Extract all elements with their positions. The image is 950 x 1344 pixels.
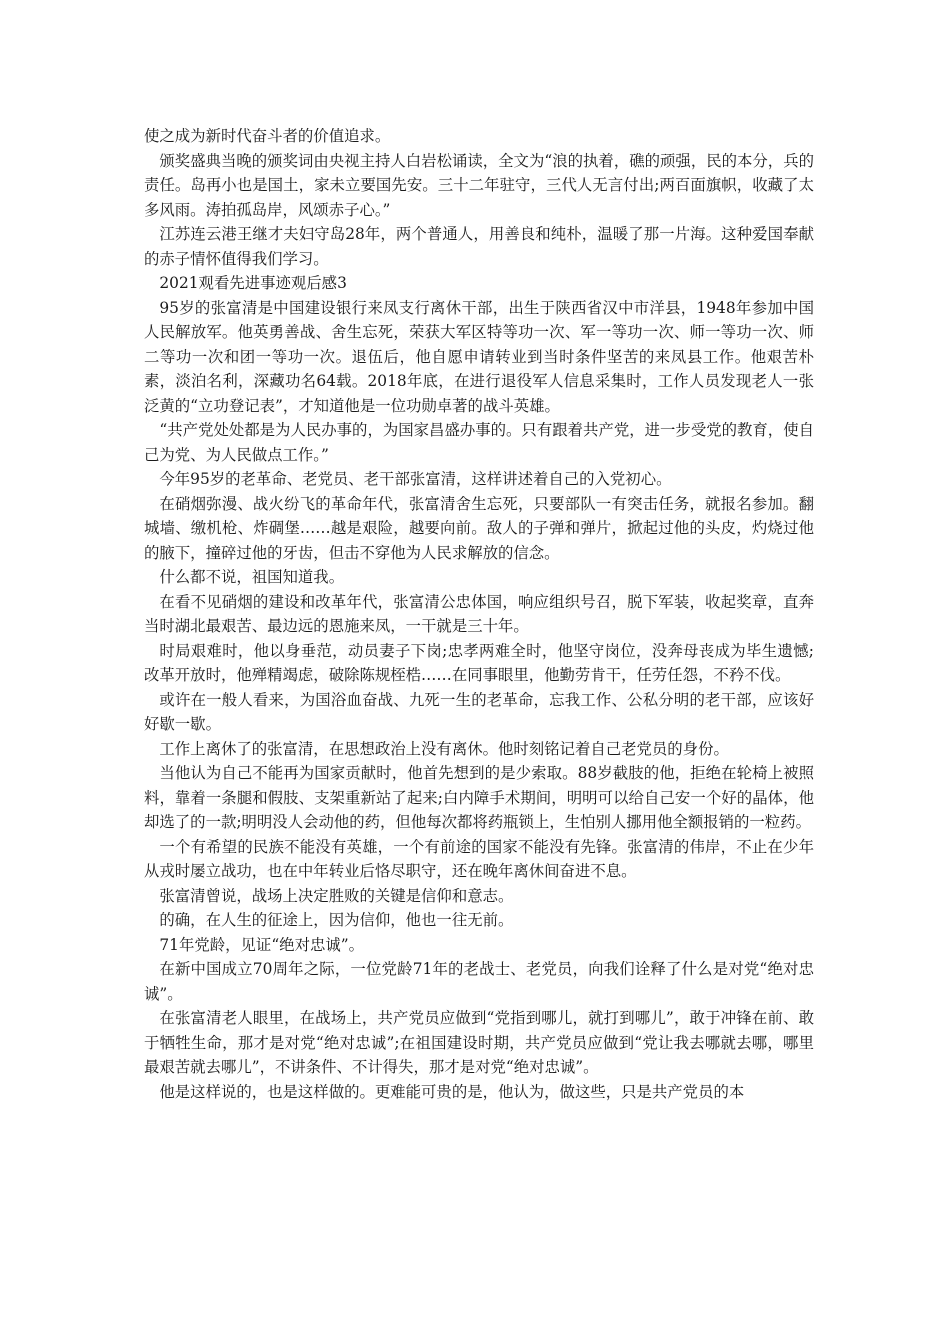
paragraph: 在看不见硝烟的建设和改革年代，张富清公忠体国，响应组织号召，脱下军装，收起奖章，直奔当时湖北最艰苦、最边远的恩施来凤，一干就是三十年。 [144, 592, 814, 635]
document-body [144, 124, 814, 1104]
paragraph: “共产党处处都是为人民办事的，为国家昌盛办事的。只有跟着共产党，进一步受党的教育，使自己为党、为人民做点工作。” [144, 421, 814, 464]
paragraph: 在张富清老人眼里，在战场上，共产党员应做到“党指到哪儿，就打到哪儿”，敢于冲锋在前、敢于牺牲生命，那才是对党“绝对忠诚”;在祖国建设时期，共产党员应做到“党让我去哪就去哪，哪里最艰苦就去哪儿”，不讲条件、不计得失，那才是对党“绝对忠诚”。 [144, 1009, 814, 1076]
paragraph: 在硝烟弥漫、战火纷飞的革命年代，张富清舍生忘死，只要部队一有突击任务，就报名参加。翻城墙、缴机枪、炸碉堡……越是艰险，越要向前。敌人的子弹和弹片，掀起过他的头皮，灼烧过他的腋下，撞碎过他的牙齿，但击不穿他为人民求解放的信念。 [144, 494, 814, 562]
paragraph: 时局艰难时，他以身垂范，动员妻子下岗;忠孝两难全时，他坚守岗位，没奔母丧成为毕生遗憾;改革开放时，他殚精竭虑，破除陈规桎梏……在同事眼里，他勤劳肯干，任劳任怨，不矜不伐。 [144, 641, 814, 684]
paragraph: 71年党龄，见证“绝对忠诚”。 [159, 935, 365, 954]
paragraph: 颁奖盛典当晚的颁奖词由央视主持人白岩松诵读，全文为“浪的执着，礁的顽强，民的本分，兵的责任。岛再小也是国土，家未立要国先安。三十二年驻守，三代人无言付出;两百面旗帜，收藏了太多风雨。涛拍孤岛岸，风颂赤子心。” [144, 151, 814, 219]
paragraph: 一个有希望的民族不能没有英雄，一个有前途的国家不能没有先锋。张富清的伟岸，不止在少年从戎时屡立战功，也在中年转业后恪尽职守，还在晚年离休间奋进不息。 [144, 837, 814, 880]
paragraph: 95岁的张富清是中国建设银行来凤支行离休干部，出生于陕西省汉中市洋县，1948年参加中国人民解放军。他英勇善战、舍生忘死，荣获大军区特等功一次、军一等功一次、师一等功一次、师二等功一次和团一等功一次。退伍后，他自愿申请转业到当时条件坚苦的来凤县工作。他艰苦朴素，淡泊名利，深藏功名64载。2018年底，在进行退役军人信息采集时，工作人员发现老人一张泛黄的“立功登记表”，才知道他是一位功勋卓著的战斗英雄。 [144, 298, 814, 415]
paragraph: 或许在一般人看来，为国浴血奋战、九死一生的老革命，忘我工作、公私分明的老干部，应该好好歇一歇。 [144, 690, 814, 733]
paragraph: 什么都不说，祖国知道我。 [159, 568, 345, 586]
paragraph: 当他认为自己不能再为国家贡献时，他首先想到的是少索取。88岁截肢的他，拒绝在轮椅上被照料，靠着一条腿和假肢、支架重新站了起来;白内障手术期间，明明可以给自己安一个好的晶体，他却选了的一款;明明没人会动他的药，但他每次都将药瓶锁上，生怕别人挪用他全额报销的一粒药。 [144, 764, 814, 831]
paragraph: 工作上离休了的张富清，在思想政治上没有离休。他时刻铭记着自己老党员的身份。 [159, 739, 729, 758]
paragraph: 张富清曾说，战场上决定胜败的关键是信仰和意志。 [159, 886, 514, 905]
paragraph: 今年95岁的老革命、老党员、老干部张富清，这样讲述着自己的入党初心。 [159, 470, 672, 488]
paragraph: 在新中国成立70周年之际，一位党龄71年的老战士、老党员，向我们诠释了什么是对党“绝对忠诚”。 [144, 960, 814, 1003]
paragraph: 使之成为新时代奋斗者的价值追求。 [144, 127, 391, 145]
paragraph: 的确，在人生的征途上，因为信仰，他也一往无前。 [159, 911, 514, 929]
paragraph: 他是这样说的，也是这样做的。更难能可贵的是，他认为，做这些，只是共产党员的本 [159, 1082, 745, 1101]
section-heading: 2021观看先进事迹观后感3 [159, 274, 347, 292]
paragraph: 江苏连云港王继才夫妇守岛28年，两个普通人，用善良和纯朴，温暖了那一片海。这种爱国奉献的赤子情怀值得我们学习。 [144, 225, 814, 268]
